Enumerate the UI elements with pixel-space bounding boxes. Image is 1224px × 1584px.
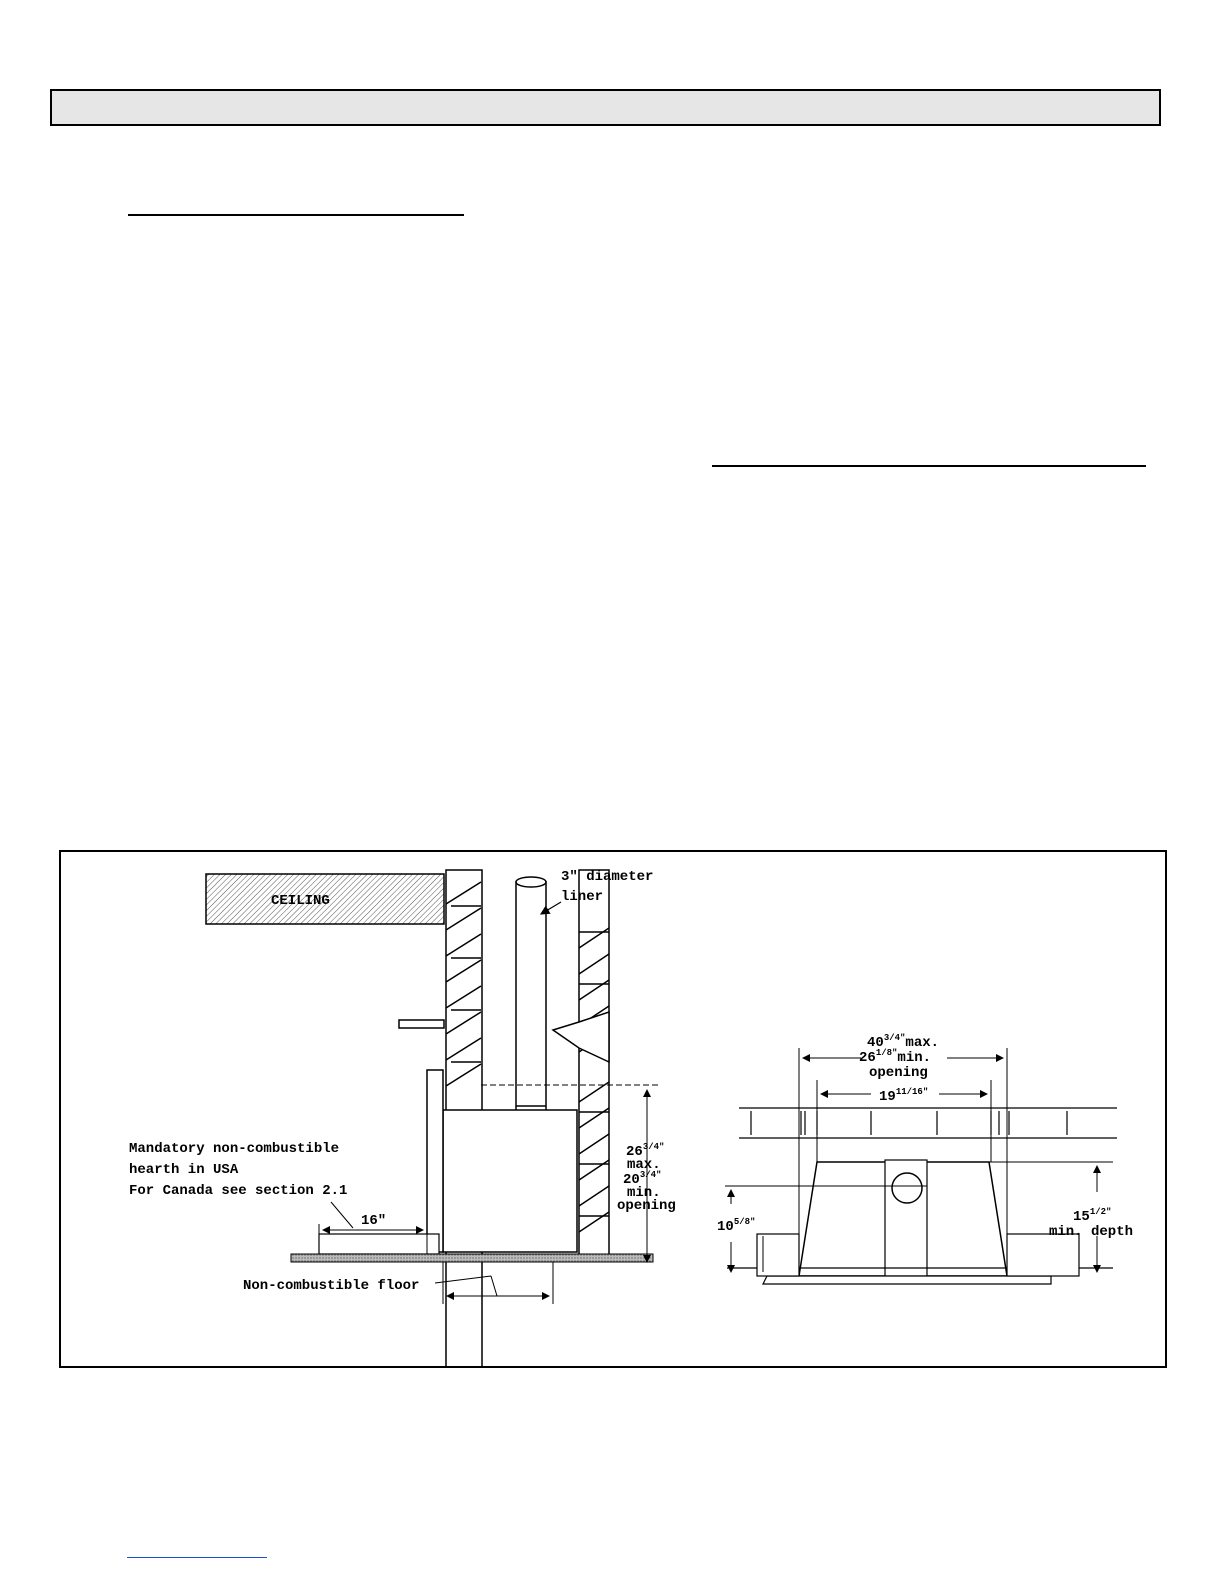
depth-value: $15^{1/2"}$ [1073,1207,1112,1225]
footer-link-underline[interactable] [127,1557,267,1558]
hearth-extension [319,1234,439,1254]
liner-label-line1: 3" diameter [561,869,654,885]
floor-strip [291,1254,653,1262]
liner-label-line2: liner [561,889,604,905]
side-section-diagram [129,869,676,1366]
height-max-label: max. [627,1157,661,1173]
hearth-note-line2: hearth in USA [129,1162,239,1178]
surround-panel [427,1070,443,1252]
section-header-bar [50,89,1161,126]
flue-collar-icon [892,1173,922,1203]
height-opening-label: opening [617,1198,676,1214]
mantel-shelf [399,1020,444,1028]
height-max-value: $26^{3/4"}$ [626,1142,665,1160]
width-min-value: $26^{1/8"}\min$. [859,1048,932,1066]
hearth-depth-label: 16" [361,1213,387,1229]
chimney-wall-right [579,870,609,1260]
liner-pipe [516,882,546,1112]
insert-body [443,1110,577,1252]
installation-figure [59,850,1167,1368]
hearth-note-line1: Mandatory non-combustible [129,1141,340,1157]
ceiling-label: CEILING [271,893,330,909]
heading-underline-right [712,465,1146,467]
height-min-value: $20^{3/4"}$ [623,1170,662,1188]
side-height-value: $10^{5/8"}$ [717,1217,756,1235]
height-min-label: min. [627,1185,661,1201]
hearth-note-line3: For Canada see section 2.1 [129,1183,348,1199]
heading-underline-left [128,214,464,216]
width-max-value: $40^{3/4"}\max$. [867,1033,940,1051]
front-plan-diagram [717,1033,1133,1284]
width-opening-label: opening [869,1065,928,1081]
installation-diagrams [61,852,1165,1366]
inner-width-value: $19^{11/16"}$ [879,1087,929,1105]
depth-label: min. depth [1049,1224,1134,1240]
floor-label: Non-combustible floor [243,1278,420,1294]
